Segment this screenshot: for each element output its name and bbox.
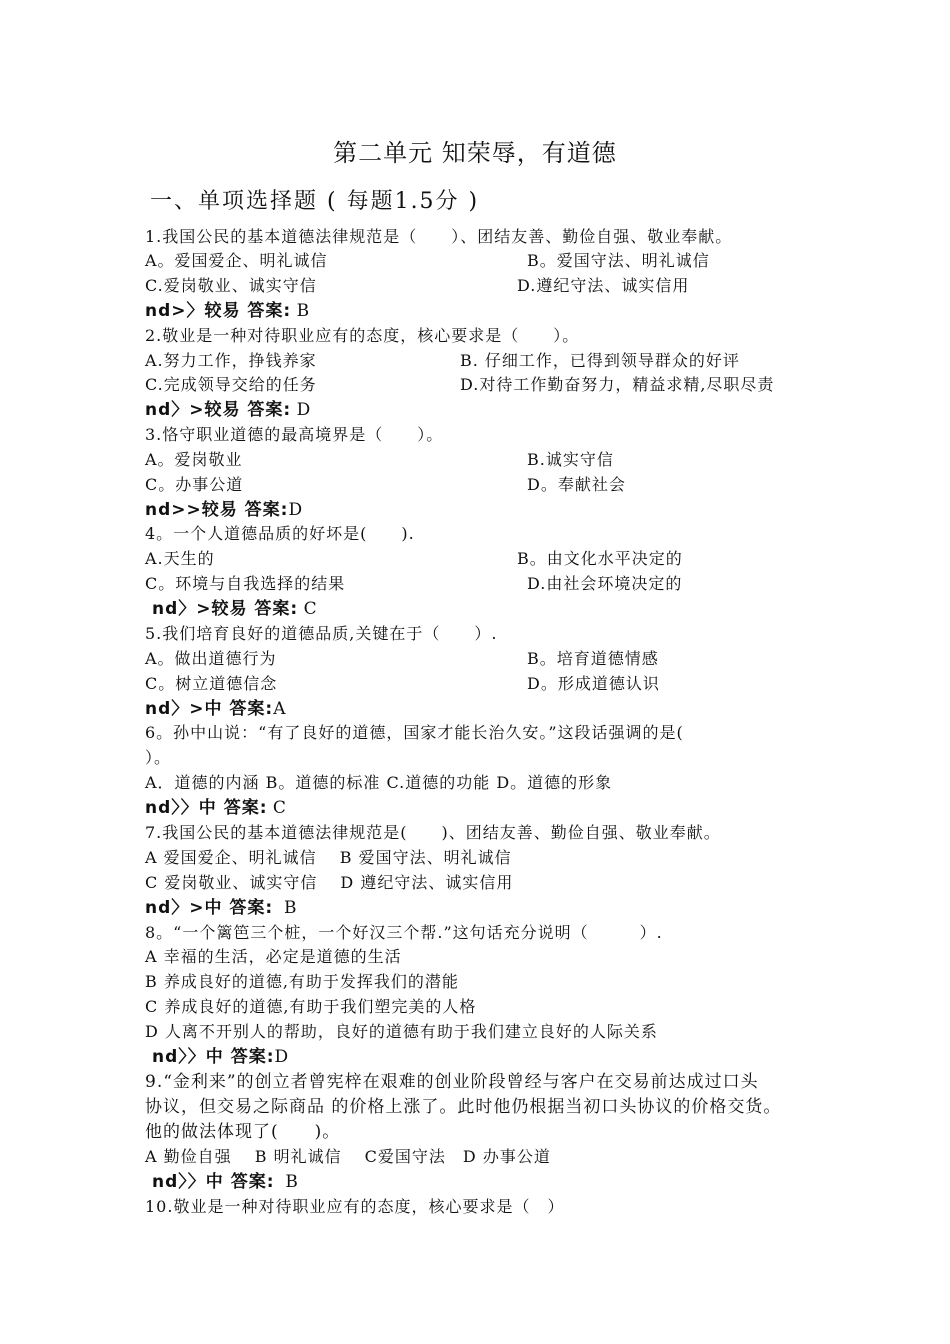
question-7-options-ab: A 爱国爱企、明礼诚信 B 爱国守法、明礼诚信	[145, 848, 512, 867]
section-heading: 一、单项选择题 ( 每题1.5分 )	[150, 189, 480, 214]
question-5-stem: 5.我们培育良好的道德品质,关键在于（ ）.	[145, 624, 498, 643]
answer-value: C	[272, 798, 286, 818]
question-10-stem: 10.敬业是一种对待职业应有的态度，核心要求是（ ）	[145, 1197, 565, 1216]
question-4-option-b: B。由文化水平决定的	[517, 549, 683, 568]
answer-value: D	[274, 1047, 289, 1067]
difficulty-tag: nd〉>中 答案:	[145, 898, 274, 918]
page-title: 第二单元 知荣辱，有道德	[333, 139, 617, 167]
difficulty-tag: nd>>较易 答案:	[145, 500, 289, 520]
question-4-answer	[152, 598, 317, 620]
question-2-answer	[145, 399, 310, 421]
question-8-option-d: D 人离不开别人的帮助，良好的道德有助于我们建立良好的人际关系	[145, 1022, 658, 1041]
question-2-option-b: B. 仔细工作，已得到领导群众的好评	[460, 351, 740, 370]
question-5-option-c: C。树立道德信念	[145, 674, 278, 693]
question-8-answer	[152, 1046, 288, 1068]
question-9-answer	[152, 1171, 298, 1193]
difficulty-tag: nd>〉较易 答案:	[145, 301, 292, 321]
question-1-option-a: A。爱国爱企、明礼诚信	[145, 251, 328, 270]
question-2-option-d: D.对待工作勤奋努力，精益求精,尽职尽责	[460, 375, 775, 394]
question-1-option-b: B。爱国守法、明礼诚信	[527, 251, 710, 270]
question-5-option-a: A。做出道德行为	[145, 649, 277, 668]
question-4-option-a: A.天生的	[145, 549, 215, 568]
question-7-options-cd: C 爱岗敬业、诚实守信 D 遵纪守法、诚实信用	[145, 873, 514, 892]
answer-value: D	[288, 500, 303, 520]
question-1-answer	[145, 300, 309, 322]
question-9-stem-line-2: 协议，但交易之际商品 的价格上涨了。此时他仍根据当初口头协议的价格交货。	[145, 1097, 782, 1117]
question-3-option-a: A。爱岗敬业	[145, 450, 243, 469]
difficulty-tag: nd〉〉中 答案:	[152, 1172, 275, 1192]
question-8-option-c: C 养成良好的道德,有助于我们塑完美的人格	[145, 997, 477, 1016]
answer-value: B	[284, 898, 297, 918]
question-1-stem: 1.我国公民的基本道德法律规范是（ ）、团结友善、勤俭自强、敬业奉献。	[145, 227, 733, 246]
answer-value: C	[303, 599, 317, 619]
question-5-option-b: B。培育道德情感	[527, 649, 659, 668]
question-6-stem: 6。孙中山说：“有了良好的道德，国家才能长治久安。”这段话强调的是(	[145, 723, 684, 742]
question-3-stem: 3.恪守职业道德的最高境界是（ ）。	[145, 425, 444, 444]
question-3-answer	[145, 499, 302, 521]
answer-value: B	[285, 1172, 298, 1192]
difficulty-tag: nd〉〉中 答案:	[145, 798, 268, 818]
question-6-stem-continued: ）。	[145, 748, 172, 767]
question-4-option-d: D.由社会环境决定的	[527, 574, 683, 593]
difficulty-tag: nd〉>中 答案:	[145, 699, 274, 719]
question-5-answer	[145, 698, 286, 720]
question-1-option-c: C.爱岗敬业、诚实守信	[145, 276, 317, 295]
question-3-option-d: D。奉献社会	[527, 475, 626, 494]
question-2-stem: 2.敬业是一种对待职业应有的态度，核心要求是（ ）。	[145, 326, 580, 345]
question-9-stem-line-1: 9.“金利来”的创立者曾宪梓在艰难的创业阶段曾经与客户在交易前达成过口头	[145, 1072, 759, 1092]
question-3-option-b: B.诚实守信	[527, 450, 614, 469]
answer-value: A	[273, 699, 286, 719]
question-6-options: A．道德的内涵 B。道德的标准 C.道德的功能 D。道德的形象	[145, 773, 613, 792]
question-5-option-d: D。形成道德认识	[527, 674, 660, 693]
question-1-option-d: D.遵纪守法、诚实信用	[517, 276, 690, 295]
question-2-option-c: C.完成领导交给的任务	[145, 375, 317, 394]
answer-value: B	[296, 301, 310, 321]
difficulty-tag: nd〉>较易 答案:	[145, 400, 292, 420]
question-6-answer	[145, 797, 286, 819]
answer-value: D	[296, 400, 311, 420]
question-9-stem-line-3: 他的做法体现了( )。	[145, 1122, 341, 1142]
question-4-option-c: C。环境与自我选择的结果	[145, 574, 346, 593]
question-4-stem: 4。一个人道德品质的好坏是( ).	[145, 524, 415, 543]
question-7-stem: 7.我国公民的基本道德法律规范是( )、团结友善、勤俭自强、敬业奉献。	[145, 823, 721, 842]
question-3-option-c: C。办事公道	[145, 475, 244, 494]
question-2-option-a: A.努力工作，挣钱养家	[145, 351, 317, 370]
question-9-options: A 勤俭自强 B 明礼诚信 C爱国守法 D 办事公道	[145, 1147, 551, 1166]
question-8-option-a: A 幸福的生活，必定是道德的生活	[145, 947, 402, 966]
question-8-option-b: B 养成良好的道德,有助于发挥我们的潜能	[145, 972, 459, 991]
difficulty-tag: nd〉>较易 答案:	[152, 599, 299, 619]
difficulty-tag: nd〉〉中 答案:	[152, 1047, 275, 1067]
question-7-answer	[145, 897, 297, 919]
question-8-stem: 8。“一个篱笆三个桩，一个好汉三个帮.”这句话充分说明（ ）.	[145, 923, 663, 942]
